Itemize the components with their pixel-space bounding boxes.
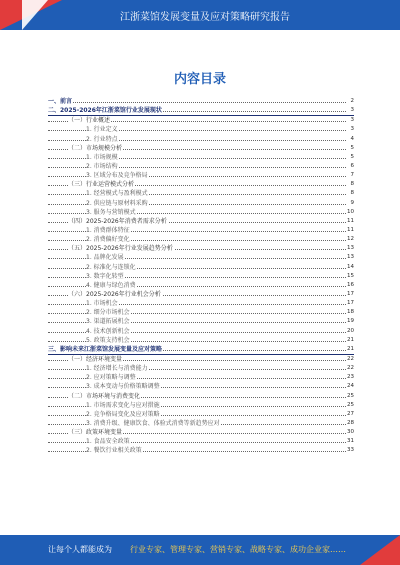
toc-entry-label: 2. 细分市场机会 — [86, 309, 130, 317]
toc-entry-label: （四）2025-2026年消费者需求分析 — [68, 217, 167, 225]
toc-entry[interactable] — [48, 263, 354, 272]
toc-entry[interactable] — [48, 116, 354, 125]
toc-entry-label: 2. 标准化与连锁化 — [86, 263, 136, 271]
toc-entry-page: 19 — [346, 317, 354, 326]
toc-entry-label: 一、前言 — [48, 98, 73, 105]
toc-entry-page: 11 — [346, 226, 354, 235]
toc-entry-label: 2. 行业特点 — [86, 135, 118, 143]
toc-leader-dots — [48, 102, 346, 103]
toc-entry-label: 2. 消费偏好变化 — [86, 236, 130, 244]
toc-entry-page: 21 — [346, 336, 354, 345]
toc-entry[interactable] — [48, 308, 354, 317]
toc-entry[interactable] — [48, 382, 354, 391]
toc-entry-label: 5. 政策支持机会 — [86, 336, 130, 344]
toc-entry-page: 11 — [346, 217, 354, 226]
toc-entry[interactable] — [48, 345, 354, 355]
toc-entry-page: 16 — [346, 281, 354, 290]
toc-entry-page: 5 — [350, 153, 355, 162]
toc-entry[interactable] — [48, 217, 354, 226]
header-white-stripe — [22, 0, 48, 30]
toc-entry-page: 15 — [346, 272, 354, 281]
toc-entry-page: 22 — [346, 355, 354, 364]
toc-entry-label: 2. 应对策略与调整 — [86, 374, 136, 382]
toc-entry-label: 1. 市场机会 — [86, 300, 118, 308]
toc-entry-page: 8 — [350, 180, 355, 189]
toc-entry[interactable] — [48, 253, 354, 262]
toc-entry-page: 3 — [350, 125, 355, 134]
toc-entry[interactable] — [48, 199, 354, 208]
toc-entry-page: 20 — [346, 327, 354, 336]
toc-entry[interactable] — [48, 162, 354, 171]
toc-entry-label: 1. 消费群体特征 — [86, 226, 130, 234]
footer-slogan-right: 行业专家、管理专家、营销专家、战略专家、成功企业家…… — [130, 545, 346, 554]
toc-entry-label: 1. 经营模式与盈利模式 — [86, 190, 148, 198]
toc-entry-label: 3. 服务与营销模式 — [86, 208, 136, 216]
toc-entry[interactable] — [48, 171, 354, 180]
toc-entry-page: 14 — [346, 263, 354, 272]
toc-entry[interactable] — [48, 355, 354, 364]
toc-entry[interactable] — [48, 419, 354, 428]
toc-entry[interactable] — [48, 272, 354, 281]
toc-entry[interactable] — [48, 244, 354, 253]
toc-entry[interactable] — [48, 281, 354, 290]
toc-entry[interactable] — [48, 180, 354, 189]
toc-entry-page: 6 — [350, 162, 355, 171]
toc-entry[interactable] — [48, 327, 354, 336]
toc-entry-page: 10 — [346, 208, 354, 217]
toc-entry-page: 13 — [346, 244, 354, 253]
toc-entry[interactable] — [48, 373, 354, 382]
toc-entry[interactable] — [48, 153, 354, 162]
toc-entry-label: 3. 区域分布及竞争格局 — [86, 172, 148, 180]
toc-entry-page: 7 — [350, 171, 355, 180]
toc-entry-label: 三、影响未来江浙菜馆发展变量及应对策略 — [48, 345, 163, 353]
toc-entry-label: 1. 市场需求变化与应对措施 — [86, 401, 160, 409]
toc-entry[interactable] — [48, 208, 354, 217]
toc-entry-page: 30 — [346, 428, 354, 437]
toc-entry-page: 33 — [346, 446, 354, 455]
toc-entry-label: 1. 食品安全政策 — [86, 438, 130, 446]
footer-red-accent — [360, 535, 400, 565]
toc-entry-label: 1. 行业定义 — [86, 126, 118, 134]
toc-entry-page: 5 — [350, 144, 355, 153]
toc-entry[interactable] — [48, 392, 354, 401]
toc-entry-page: 27 — [346, 410, 354, 419]
toc-entry-page: 17 — [346, 290, 354, 299]
toc-entry[interactable] — [48, 235, 354, 244]
toc-entry[interactable] — [48, 135, 354, 144]
toc-entry-label: 2. 供应链与原材料采购 — [86, 199, 148, 207]
toc-entry-page: 12 — [346, 235, 354, 244]
toc-entry[interactable] — [48, 299, 354, 308]
toc-entry-label: （一）经济环境变量 — [68, 355, 123, 363]
toc-entry-label: 1. 经济增长与消费能力 — [86, 365, 148, 373]
toc-entry-label: 2. 市场结构 — [86, 162, 118, 170]
toc-entry[interactable] — [48, 125, 354, 134]
footer-slogan-left: 让每个人都能成为 — [48, 545, 112, 554]
toc-entry[interactable] — [48, 97, 354, 106]
toc-entry-label: 4. 健康与绿色消费 — [86, 281, 136, 289]
toc-entry-page: 24 — [346, 382, 354, 391]
toc-entry-label: （三）行业运营模式分析 — [68, 181, 135, 189]
toc-entry[interactable] — [48, 410, 354, 419]
toc-entry-label: （三）政策环境变量 — [68, 429, 123, 437]
toc-entry-label: （六）2025-2026年行业机会分析 — [68, 290, 161, 298]
toc-entry-page: 21 — [346, 345, 354, 354]
toc-entry-label: 二、2025-2026年江浙菜馆行业发展现状 — [48, 107, 162, 115]
table-of-contents — [48, 97, 354, 455]
toc-entry-label: 3. 数字化转型 — [86, 272, 124, 280]
toc-entry[interactable] — [48, 106, 354, 116]
toc-entry-label: 2. 竞争格局变化及应对策略 — [86, 410, 160, 418]
toc-entry-label: （一）行业概述 — [68, 117, 111, 125]
toc-entry-label: （二）市场规模分析 — [68, 144, 123, 152]
toc-entry-label: 2. 餐饮行业相关政策 — [86, 447, 142, 455]
page-footer-bar — [0, 535, 400, 565]
toc-entry-page: 8 — [350, 189, 355, 198]
report-title: 江浙菜馆发展变量及应对策略研究报告 — [120, 12, 290, 23]
toc-entry[interactable] — [48, 290, 354, 299]
toc-entry-page: 2 — [350, 97, 355, 106]
toc-entry[interactable] — [48, 446, 354, 455]
toc-entry[interactable] — [48, 336, 354, 345]
page-header-bar — [0, 0, 400, 30]
toc-entry[interactable] — [48, 144, 354, 153]
toc-entry-label: 3. 渠道拓展机会 — [86, 318, 130, 326]
toc-entry-page: 13 — [346, 253, 354, 262]
toc-entry-label: 3. 消费升级、健康饮食、体验式消费等新趋势应对 — [86, 419, 220, 427]
toc-entry-label: 1. 品牌化发展 — [86, 254, 124, 262]
toc-entry-page: 18 — [346, 308, 354, 317]
toc-entry-page: 4 — [350, 135, 355, 144]
toc-entry-page: 31 — [346, 437, 354, 446]
toc-entry-page: 23 — [346, 373, 354, 382]
toc-entry[interactable] — [48, 189, 354, 198]
toc-entry-label: （五）2025-2026年行业发展趋势分析 — [68, 245, 173, 253]
toc-entry-label: 1. 市场规模 — [86, 153, 118, 161]
toc-entry-label: （二）市场环境与消费变化 — [68, 392, 141, 400]
toc-entry-label: 4. 技术创新机会 — [86, 327, 130, 335]
toc-entry[interactable] — [48, 428, 354, 437]
toc-entry-page: 9 — [350, 199, 355, 208]
toc-entry-page: 3 — [350, 106, 355, 115]
toc-entry-page: 25 — [346, 401, 354, 410]
toc-entry-page: 17 — [346, 299, 354, 308]
toc-entry-page: 22 — [346, 364, 354, 373]
toc-entry-page: 25 — [346, 392, 354, 401]
toc-heading: 内容目录 — [173, 72, 226, 87]
toc-entry-page: 3 — [350, 116, 355, 125]
toc-entry[interactable] — [48, 226, 354, 235]
toc-entry[interactable] — [48, 317, 354, 326]
toc-entry[interactable] — [48, 401, 354, 410]
toc-entry-page: 28 — [346, 419, 354, 428]
toc-entry-label: 3. 成本变动与价格策略调整 — [86, 383, 160, 391]
toc-entry[interactable] — [48, 437, 354, 446]
toc-entry[interactable] — [48, 364, 354, 373]
